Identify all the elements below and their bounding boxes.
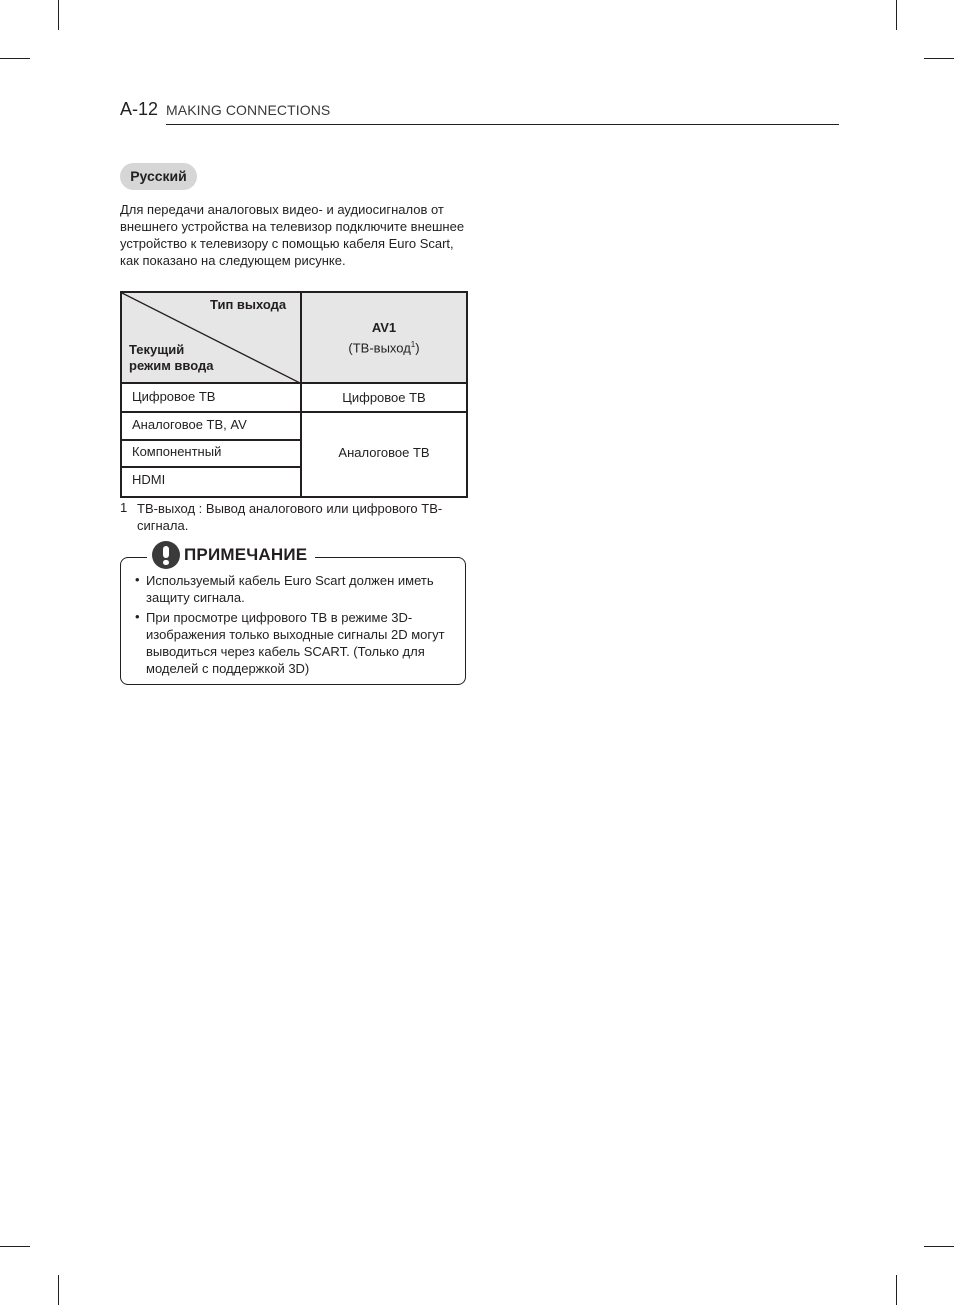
- column-subtitle-text: (ТВ-выход: [348, 340, 411, 356]
- header-output-type: Тип выхода: [210, 297, 287, 312]
- header-divider: [166, 124, 839, 125]
- footnote-ref: 1: [410, 340, 416, 349]
- crop-mark: [924, 58, 954, 59]
- row-input-digital: Цифровое ТВ: [132, 389, 216, 404]
- footnote-text: ТВ-выход : Вывод аналогового или цифрового ТВ-сигнала.: [137, 501, 443, 533]
- crop-mark: [0, 1246, 30, 1247]
- crop-mark: [58, 1275, 59, 1305]
- crop-mark: [0, 58, 30, 59]
- footnote-number: 1: [120, 500, 128, 515]
- note-title: ПРИМЕЧАНИЕ: [184, 545, 308, 564]
- row-input-hdmi: HDMI: [132, 472, 166, 487]
- crop-mark: [896, 0, 897, 30]
- section-title: MAKING CONNECTIONS: [166, 102, 331, 118]
- language-badge: Русский: [120, 163, 197, 190]
- note-item: При просмотре цифрового ТВ в режиме 3D-изображения только выходные сигналы 2D могут выводиться через кабель SCART. (Только для моделей с поддержкой 3D): [146, 610, 445, 676]
- bullet-icon: •: [135, 609, 140, 624]
- crop-mark: [924, 1246, 954, 1247]
- column-title: AV1: [371, 320, 397, 335]
- row-input-component: Компонентный: [132, 444, 222, 459]
- row-input-analog-av: Аналоговое ТВ, AV: [132, 417, 247, 432]
- crop-mark: [58, 0, 59, 30]
- exclamation-icon: [152, 541, 180, 569]
- table-row-divider: [120, 411, 466, 413]
- table-row-divider: [120, 466, 301, 468]
- intro-paragraph: Для передачи аналоговых видео- и аудиосигналов от внешнего устройства на телевизор подключите внешнее устройство к телевизору с помощью кабеля Euro Scart, как показано на следующем рисунке.: [120, 202, 465, 268]
- column-subtitle: [302, 340, 466, 355]
- bullet-icon: •: [135, 572, 140, 587]
- output-digital: Цифровое ТВ: [342, 390, 426, 405]
- header-input-mode-line2: режим ввода: [129, 358, 214, 373]
- output-table: [120, 291, 466, 496]
- output-analog: Аналоговое ТВ: [338, 445, 430, 460]
- header-input-mode-line1: Текущий: [129, 342, 185, 357]
- column-subtitle-close: ): [415, 340, 420, 356]
- table-row-divider: [120, 439, 301, 441]
- page-number: A-12: [120, 99, 159, 119]
- note-header: [147, 540, 315, 570]
- table-header-divider: [120, 382, 466, 384]
- note-item: Используемый кабель Euro Scart должен иметь защиту сигнала.: [146, 573, 434, 605]
- crop-mark: [896, 1275, 897, 1305]
